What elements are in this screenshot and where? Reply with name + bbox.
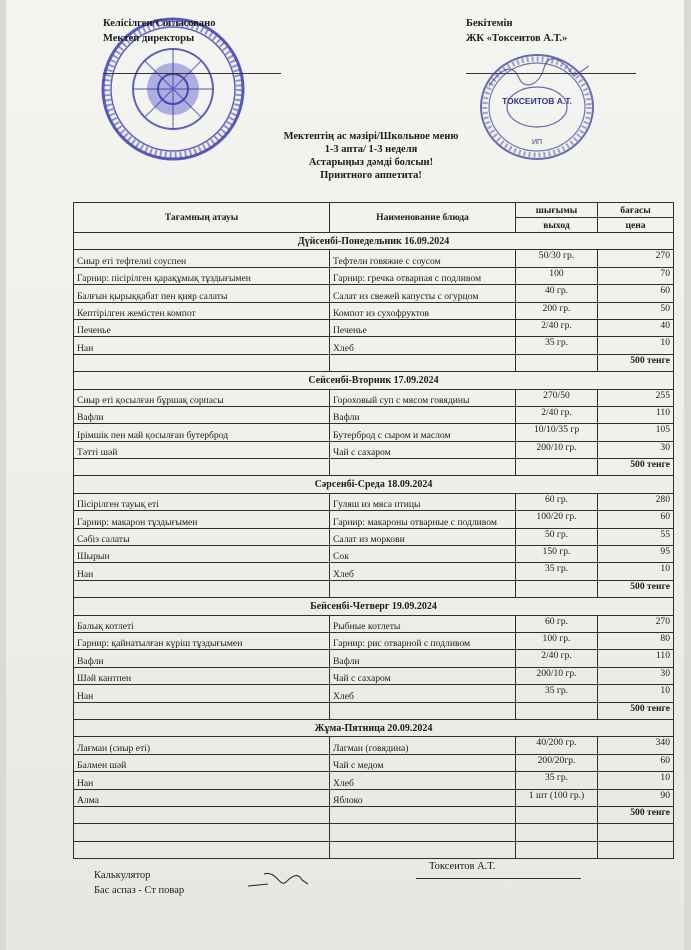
dish-name-kz: Алма bbox=[74, 789, 330, 806]
dish-price: 40 bbox=[598, 319, 674, 336]
dish-price: 30 bbox=[598, 441, 674, 458]
empty-cell bbox=[330, 824, 516, 841]
title-line-4: Приятного аппетита! bbox=[320, 170, 422, 181]
total-row bbox=[74, 354, 674, 371]
table-row bbox=[74, 424, 674, 441]
stamp-sub-text: ИП bbox=[531, 139, 543, 146]
dish-name-kz: Балмен шәй bbox=[74, 754, 330, 771]
total-empty-3 bbox=[516, 806, 598, 823]
table-row bbox=[74, 250, 674, 267]
dish-name-kz: Балғын қырыққабат пен қияр салаты bbox=[74, 285, 330, 302]
table-row bbox=[74, 563, 674, 580]
table-row bbox=[74, 667, 674, 684]
day-title: Жұма-Пятница 20.09.2024 bbox=[74, 719, 674, 736]
confirm-block bbox=[466, 16, 567, 46]
dish-name-kz: Шәй кантпен bbox=[74, 667, 330, 684]
dish-name-ru: Яблоко bbox=[330, 789, 516, 806]
table-row bbox=[74, 615, 674, 632]
dish-name-kz: Печенье bbox=[74, 319, 330, 336]
dish-name-kz: Вафли bbox=[74, 650, 330, 667]
empty-cell bbox=[598, 824, 674, 841]
dish-output: 2/40 гр. bbox=[516, 650, 598, 667]
table-row bbox=[74, 493, 674, 510]
dish-output: 60 гр. bbox=[516, 615, 598, 632]
dish-price: 55 bbox=[598, 528, 674, 545]
empty-cell bbox=[74, 824, 330, 841]
dish-output: 270/50 bbox=[516, 389, 598, 406]
dish-price: 95 bbox=[598, 546, 674, 563]
table-row bbox=[74, 546, 674, 563]
total-empty-2 bbox=[330, 354, 516, 371]
dish-price: 60 bbox=[598, 754, 674, 771]
school-director-label: Мектеп директоры bbox=[103, 33, 195, 44]
dish-output: 60 гр. bbox=[516, 493, 598, 510]
empty-row bbox=[74, 824, 674, 841]
total-row bbox=[74, 806, 674, 823]
dish-name-kz: Нан bbox=[74, 563, 330, 580]
footer-name: Токсеитов А.Т. bbox=[429, 861, 496, 872]
handwritten-signature-bottom bbox=[246, 868, 326, 894]
empty-cell bbox=[516, 824, 598, 841]
dish-name-ru: Печенье bbox=[330, 319, 516, 336]
dish-output: 200/20гр. bbox=[516, 754, 598, 771]
menu-document bbox=[6, 0, 684, 950]
dish-price: 110 bbox=[598, 406, 674, 423]
dish-price: 110 bbox=[598, 650, 674, 667]
total-empty-1 bbox=[74, 459, 330, 476]
total-empty-3 bbox=[516, 459, 598, 476]
dish-price: 10 bbox=[598, 563, 674, 580]
dish-output: 50/30 гр. bbox=[516, 250, 598, 267]
total-empty-1 bbox=[74, 806, 330, 823]
day-total: 500 тенге bbox=[598, 354, 674, 371]
dish-price: 90 bbox=[598, 789, 674, 806]
dish-name-kz: Пісірілген тауық еті bbox=[74, 493, 330, 510]
dish-output: 150 гр. bbox=[516, 546, 598, 563]
dish-price: 270 bbox=[598, 250, 674, 267]
dish-name-kz: Гарнир: макарон тұздығымен bbox=[74, 511, 330, 528]
dish-output: 10/10/35 гр bbox=[516, 424, 598, 441]
dish-name-ru: Гарнир: макароны отварные с подливом bbox=[330, 511, 516, 528]
handwritten-signature-top bbox=[484, 56, 594, 96]
total-empty-3 bbox=[516, 354, 598, 371]
header-price-ru: цена bbox=[598, 218, 674, 233]
dish-name-ru: Компот из сухофруктов bbox=[330, 302, 516, 319]
dish-name-kz: Кептірілген жемістен компот bbox=[74, 302, 330, 319]
dish-price: 105 bbox=[598, 424, 674, 441]
dish-price: 270 bbox=[598, 615, 674, 632]
table-row bbox=[74, 285, 674, 302]
table-row bbox=[74, 754, 674, 771]
dish-output: 2/40 гр. bbox=[516, 319, 598, 336]
dish-output: 100 bbox=[516, 267, 598, 284]
approved-label: Келісілген/Согласовано bbox=[103, 18, 216, 29]
dish-price: 60 bbox=[598, 511, 674, 528]
dish-output: 2/40 гр. bbox=[516, 406, 598, 423]
dish-name-kz: Гарнир: қайнатылған күріш тұздығымен bbox=[74, 632, 330, 649]
menu-table bbox=[73, 202, 674, 859]
dish-name-kz: Вафли bbox=[74, 406, 330, 423]
footer-role-2: Бас аспаз - Ст повар bbox=[94, 885, 185, 896]
header-price-kz: бағасы bbox=[598, 203, 674, 218]
dish-name-kz: Балық котлеті bbox=[74, 615, 330, 632]
dish-name-ru: Рыбные котлеты bbox=[330, 615, 516, 632]
empty-cell bbox=[516, 841, 598, 858]
dish-output: 40 гр. bbox=[516, 285, 598, 302]
dish-name-kz: Гарнир: пісірілген қарақұмық тұздығымен bbox=[74, 267, 330, 284]
table-row bbox=[74, 632, 674, 649]
dish-name-kz: Нан bbox=[74, 772, 330, 789]
total-empty-1 bbox=[74, 580, 330, 597]
total-row bbox=[74, 702, 674, 719]
day-title: Сейсенбі-Вторник 17.09.2024 bbox=[74, 372, 674, 389]
dish-name-kz: Шырын bbox=[74, 546, 330, 563]
dish-name-ru: Хлеб bbox=[330, 772, 516, 789]
dish-name-ru: Хлеб bbox=[330, 337, 516, 354]
header-ru-dish: Наименование блюда bbox=[330, 203, 516, 233]
dish-output: 1 шт (100 гр.) bbox=[516, 789, 598, 806]
day-header-row bbox=[74, 476, 674, 493]
footer-signature-line bbox=[416, 878, 581, 879]
dish-output: 200/10 гр. bbox=[516, 667, 598, 684]
dish-output: 100 гр. bbox=[516, 632, 598, 649]
empty-row bbox=[74, 841, 674, 858]
title-line-2: 1-3 апта/ 1-3 неделя bbox=[324, 144, 418, 155]
total-empty-1 bbox=[74, 354, 330, 371]
day-header-row bbox=[74, 719, 674, 736]
table-header-row-1 bbox=[74, 203, 674, 218]
dish-price: 340 bbox=[598, 737, 674, 754]
total-empty-1 bbox=[74, 702, 330, 719]
table-row bbox=[74, 337, 674, 354]
dish-price: 255 bbox=[598, 389, 674, 406]
dish-name-ru: Гуляш из мяса птицы bbox=[330, 493, 516, 510]
dish-output: 200/10 гр. bbox=[516, 441, 598, 458]
total-empty-2 bbox=[330, 806, 516, 823]
table-row bbox=[74, 737, 674, 754]
table-row bbox=[74, 389, 674, 406]
dish-name-kz: Нан bbox=[74, 685, 330, 702]
title-line-3: Астарыңыз дәмді болсын! bbox=[308, 157, 434, 168]
day-title: Сәрсенбі-Среда 18.09.2024 bbox=[74, 476, 674, 493]
table-row bbox=[74, 302, 674, 319]
approval-block bbox=[103, 16, 216, 46]
company-label: ЖК «Токсеитов А.Т.» bbox=[466, 33, 568, 44]
dish-output: 35 гр. bbox=[516, 685, 598, 702]
footer-role-1: Калькулятор bbox=[94, 870, 151, 881]
day-title: Бейсенбі-Четверг 19.09.2024 bbox=[74, 598, 674, 615]
dish-output: 100/20 гр. bbox=[516, 511, 598, 528]
table-row bbox=[74, 772, 674, 789]
dish-price: 50 bbox=[598, 302, 674, 319]
dish-price: 280 bbox=[598, 493, 674, 510]
confirm-label: Бекітемін bbox=[466, 18, 513, 29]
day-total: 500 тенге bbox=[598, 580, 674, 597]
dish-name-ru: Чай с медом bbox=[330, 754, 516, 771]
title-line-1: Мектептің ас мәзірі/Школьное меню bbox=[283, 131, 459, 142]
dish-name-kz: Ірімшік пен май қосылған бутерброд bbox=[74, 424, 330, 441]
dish-name-ru: Салат из моркови bbox=[330, 528, 516, 545]
total-empty-3 bbox=[516, 702, 598, 719]
total-empty-2 bbox=[330, 459, 516, 476]
table-row bbox=[74, 319, 674, 336]
dish-name-kz: Сәбіз салаты bbox=[74, 528, 330, 545]
table-row bbox=[74, 511, 674, 528]
dish-name-kz: Сиыр еті қосылған бұршақ сорпасы bbox=[74, 389, 330, 406]
table-row bbox=[74, 650, 674, 667]
day-header-row bbox=[74, 598, 674, 615]
empty-cell bbox=[330, 841, 516, 858]
dish-output: 35 гр. bbox=[516, 772, 598, 789]
table-row bbox=[74, 267, 674, 284]
dish-name-ru: Чай с сахаром bbox=[330, 667, 516, 684]
empty-cell bbox=[598, 841, 674, 858]
dish-output: 40/200 гр. bbox=[516, 737, 598, 754]
header-kz-dish: Тағамның атауы bbox=[74, 203, 330, 233]
dish-name-ru: Бутерброд с сыром и маслом bbox=[330, 424, 516, 441]
dish-price: 10 bbox=[598, 337, 674, 354]
dish-name-kz: Сиыр еті тефтелиі соуспен bbox=[74, 250, 330, 267]
dish-name-ru: Гарнир: гречка отварная с подливом bbox=[330, 267, 516, 284]
dish-name-ru: Салат из свежей капусты с огурцом bbox=[330, 285, 516, 302]
total-row bbox=[74, 459, 674, 476]
dish-output: 35 гр. bbox=[516, 337, 598, 354]
dish-name-kz: Нан bbox=[74, 337, 330, 354]
dish-name-ru: Гарнир: рис отварной с подливом bbox=[330, 632, 516, 649]
dish-name-ru: Чай с сахаром bbox=[330, 441, 516, 458]
dish-name-ru: Гороховый суп с мясом говядины bbox=[330, 389, 516, 406]
dish-name-ru: Хлеб bbox=[330, 563, 516, 580]
dish-name-kz: Лағман (сиыр еті) bbox=[74, 737, 330, 754]
day-header-row bbox=[74, 233, 674, 250]
day-title: Дүйсенбі-Понедельник 16.09.2024 bbox=[74, 233, 674, 250]
total-row bbox=[74, 580, 674, 597]
table-row bbox=[74, 685, 674, 702]
day-total: 500 тенге bbox=[598, 806, 674, 823]
day-total: 500 тенге bbox=[598, 459, 674, 476]
dish-price: 60 bbox=[598, 285, 674, 302]
dish-price: 30 bbox=[598, 667, 674, 684]
dish-price: 70 bbox=[598, 267, 674, 284]
dish-output: 200 гр. bbox=[516, 302, 598, 319]
table-row bbox=[74, 789, 674, 806]
empty-cell bbox=[74, 841, 330, 858]
dish-name-ru: Сок bbox=[330, 546, 516, 563]
dish-price: 10 bbox=[598, 772, 674, 789]
dish-price: 10 bbox=[598, 685, 674, 702]
dish-price: 80 bbox=[598, 632, 674, 649]
dish-name-ru: Вафли bbox=[330, 406, 516, 423]
day-header-row bbox=[74, 372, 674, 389]
table-row bbox=[74, 406, 674, 423]
total-empty-3 bbox=[516, 580, 598, 597]
dish-name-ru: Лагман (говядина) bbox=[330, 737, 516, 754]
dish-output: 35 гр. bbox=[516, 563, 598, 580]
dish-name-ru: Тефтели говяжие с соусом bbox=[330, 250, 516, 267]
signature-line-left bbox=[103, 73, 281, 74]
day-total: 500 тенге bbox=[598, 702, 674, 719]
total-empty-2 bbox=[330, 702, 516, 719]
header-output-kz: шығымы bbox=[516, 203, 598, 218]
dish-output: 50 гр. bbox=[516, 528, 598, 545]
dish-name-kz: Тәтті шәй bbox=[74, 441, 330, 458]
header-output-ru: выход bbox=[516, 218, 598, 233]
total-empty-2 bbox=[330, 580, 516, 597]
dish-name-ru: Вафли bbox=[330, 650, 516, 667]
table-row bbox=[74, 528, 674, 545]
dish-name-ru: Хлеб bbox=[330, 685, 516, 702]
menu-title-block bbox=[206, 130, 536, 182]
stamp-name-text: ТОКСЕИТОВ А.Т. bbox=[502, 96, 572, 106]
table-row bbox=[74, 441, 674, 458]
